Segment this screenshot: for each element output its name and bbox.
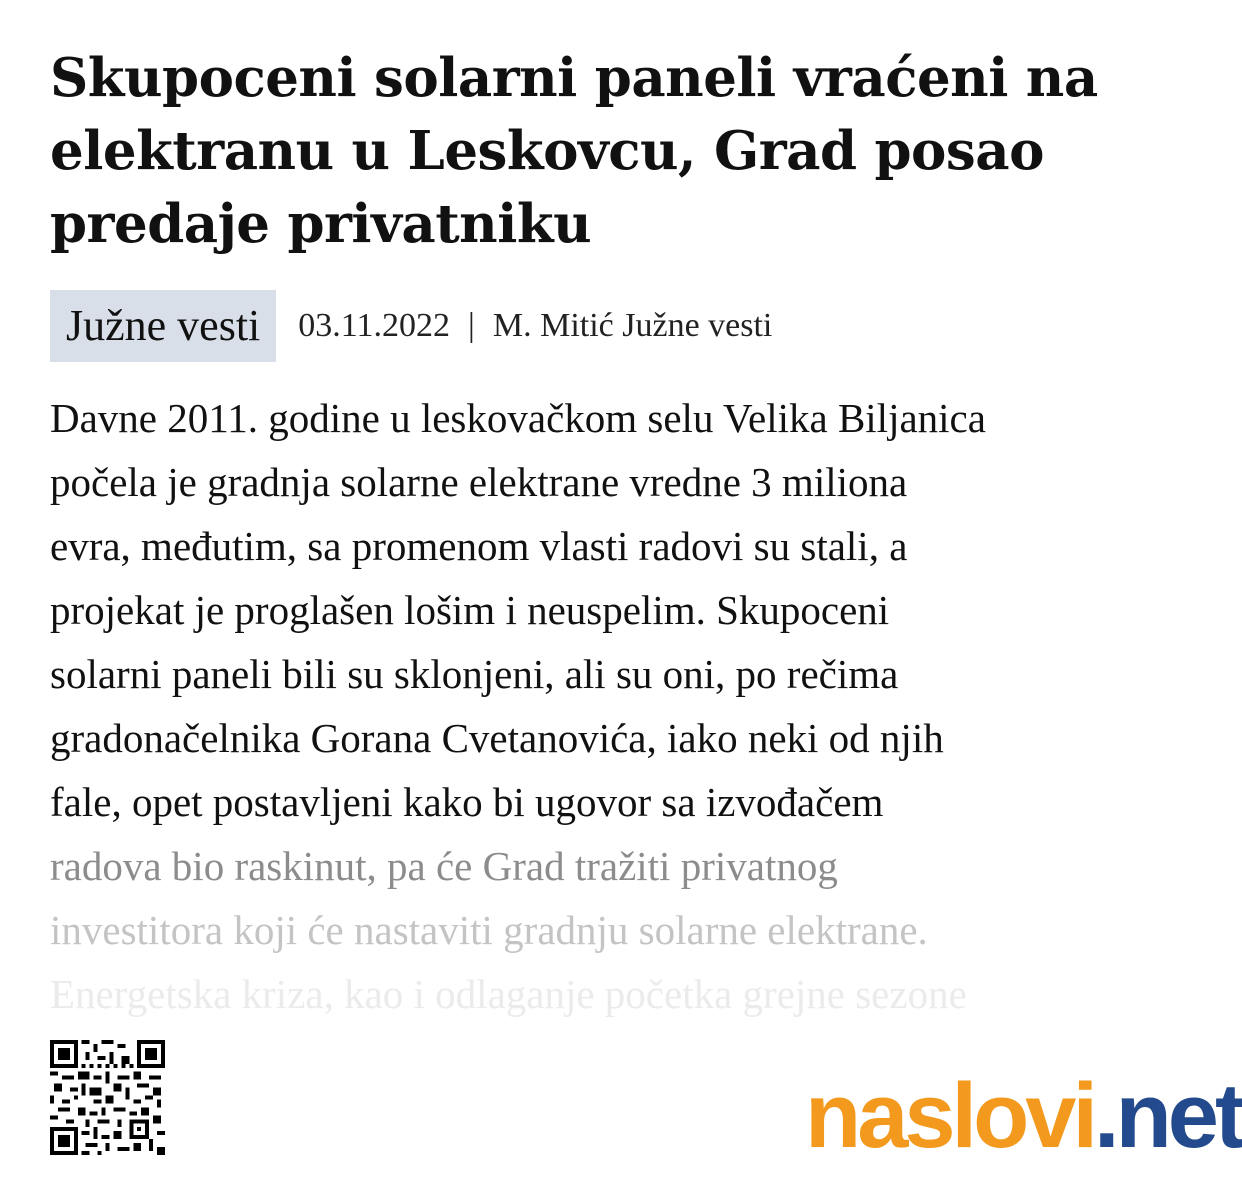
body-line-faded: radova bio raskinut, pa će Grad tražiti privatnog [50, 843, 838, 889]
body-line: solarni paneli bili su sklonjeni, ali su oni, po rečima [50, 651, 899, 697]
source-tag[interactable]: Južne vesti [50, 290, 276, 362]
meta-info [298, 307, 772, 345]
body-line-faded: Energetska kriza, kao i odlaganje početka grejne sezone [50, 971, 967, 1017]
naslovi-net-logo[interactable] [805, 1056, 1242, 1176]
body-line: projekat je proglašen lošim i neuspelim. Skupoceni [50, 587, 890, 633]
body-line: Davne 2011. godine u leskovačkom selu Velika Biljanica [50, 395, 986, 441]
logo-text-naslovi: naslovi [805, 1065, 1095, 1167]
article-date: 03.11.2022 [298, 307, 451, 344]
article-meta [50, 290, 772, 362]
body-line-faded: investitora koji će nastaviti gradnju solarne elektrane. [50, 907, 928, 953]
article-author: M. Mitić Južne vesti [492, 307, 773, 344]
article-body [50, 386, 1170, 1026]
logo-text-net: .net [1094, 1065, 1242, 1167]
body-line: počela je gradnja solarne elektrane vredne 3 miliona [50, 459, 908, 505]
meta-separator: | [468, 307, 475, 344]
article-headline[interactable]: Skupoceni solarni paneli vraćeni na elektranu u Leskovcu, Grad posao predaje privatniku [50, 47, 1098, 255]
body-line: gradonačelnika Gorana Cvetanovića, iako neki od njih [50, 715, 944, 761]
qr-code-icon[interactable] [50, 1040, 165, 1155]
body-line: fale, opet postavljeni kako bi ugovor sa izvođačem [50, 779, 884, 825]
body-line: evra, međutim, sa promenom vlasti radovi su stali, a [50, 523, 908, 569]
